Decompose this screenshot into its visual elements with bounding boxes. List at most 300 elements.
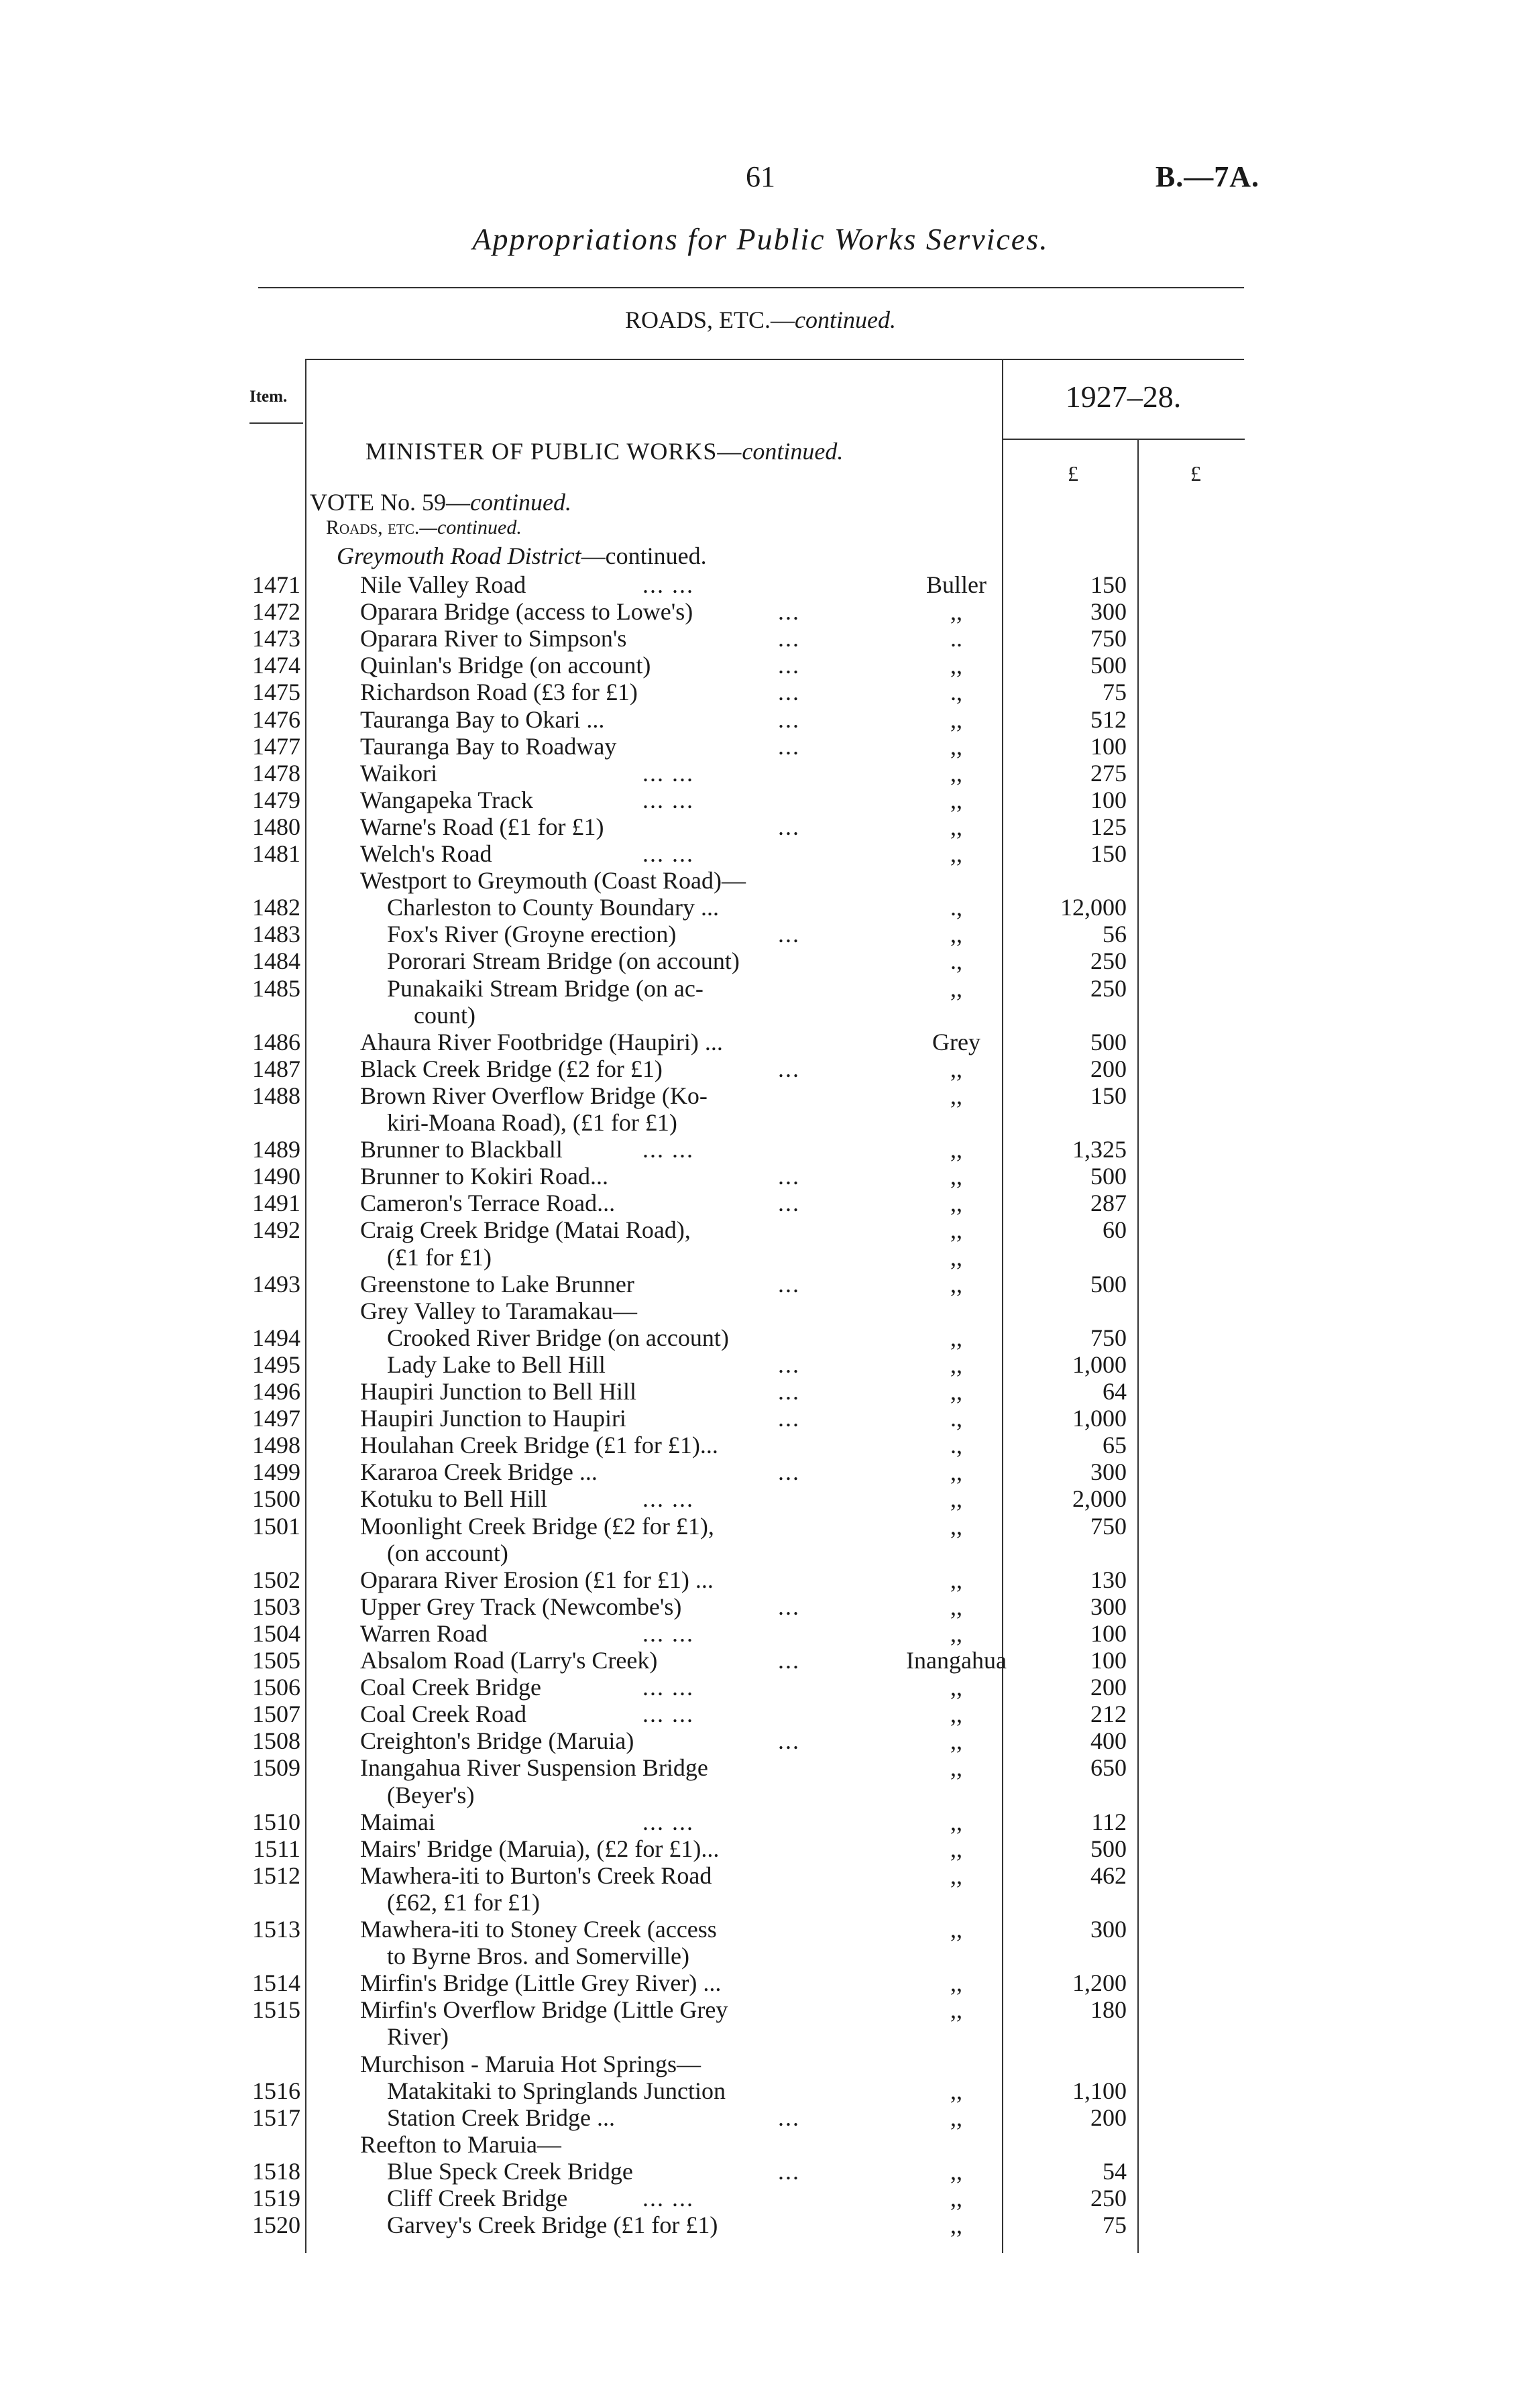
- table-row: [0, 1002, 1521, 1029]
- item-number: 1482: [252, 894, 300, 921]
- electoral-district: ..: [950, 625, 962, 652]
- item-description: Murchison - Maruia Hot Springs—: [360, 2051, 701, 2077]
- table-row: [0, 1163, 1521, 1190]
- amount: 100: [1090, 787, 1127, 813]
- electoral-district: ,,: [950, 2185, 962, 2212]
- item-number: 1515: [252, 1996, 300, 2023]
- document-reference: B.—7A.: [1155, 160, 1259, 193]
- table-row: [0, 733, 1521, 760]
- amount: 150: [1090, 571, 1127, 598]
- amount: 12,000: [1060, 894, 1127, 921]
- amount: 400: [1090, 1727, 1127, 1754]
- amount: 300: [1090, 1916, 1127, 1943]
- item-number: 1511: [253, 1835, 300, 1862]
- electoral-district: ,,: [950, 598, 962, 625]
- item-description: Brown River Overflow Bridge (Ko-: [360, 1082, 708, 1109]
- table-row: [0, 1916, 1521, 1943]
- amount: 750: [1090, 1324, 1127, 1351]
- item-description: Mirfin's Bridge (Little Grey River) ...: [360, 1969, 722, 1996]
- leader-dots: ...: [778, 1647, 800, 1674]
- table-row: [0, 1674, 1521, 1701]
- table-row: [0, 1701, 1521, 1727]
- item-description: Coal Creek Bridge: [360, 1674, 541, 1701]
- leader-dots: ...: [778, 1405, 800, 1432]
- title-rule: [258, 287, 1244, 288]
- table-row: [0, 571, 1521, 598]
- table-row: [0, 2023, 1521, 2050]
- item-description: Greenstone to Lake Brunner: [360, 1271, 634, 1298]
- item-number: 1516: [252, 2077, 300, 2104]
- table-row: [0, 1889, 1521, 1916]
- district-label: Greymouth Road District: [337, 542, 581, 569]
- electoral-district: ,,: [950, 1082, 962, 1109]
- table-row: [0, 1055, 1521, 1082]
- item-number: 1484: [252, 948, 300, 974]
- table-row: [0, 1969, 1521, 1996]
- item-description: Warne's Road (£1 for £1): [360, 813, 604, 840]
- electoral-district: ,,: [950, 1163, 962, 1190]
- item-number: 1508: [252, 1727, 300, 1754]
- subtitle-continued: continued.: [795, 306, 896, 333]
- table-row: [0, 2077, 1521, 2104]
- electoral-district: ,,: [950, 1244, 962, 1271]
- table-row: [0, 1405, 1521, 1432]
- amount: 200: [1090, 1055, 1127, 1082]
- amount: 60: [1103, 1216, 1127, 1243]
- electoral-district: Inangahua: [906, 1647, 1007, 1674]
- leader-dots: ... ...: [642, 1136, 694, 1163]
- roads-label: Roads, etc.: [326, 516, 420, 538]
- amount: 75: [1103, 2212, 1127, 2238]
- table-row: [0, 1996, 1521, 2023]
- amount: 750: [1090, 625, 1127, 652]
- item-number: 1483: [252, 921, 300, 948]
- leader-dots: ...: [778, 1055, 800, 1082]
- electoral-district: ,,: [950, 1996, 962, 2023]
- amount: 65: [1103, 1432, 1127, 1458]
- item-description: (on account): [387, 1540, 508, 1566]
- table-row: [0, 598, 1521, 625]
- electoral-district: .,: [950, 894, 962, 921]
- electoral-district: ,,: [950, 1485, 962, 1512]
- amount: 2,000: [1072, 1485, 1127, 1512]
- electoral-district: ,,: [950, 2212, 962, 2238]
- item-description: Mairs' Bridge (Maruia), (£2 for £1)...: [360, 1835, 720, 1862]
- item-number: 1480: [252, 813, 300, 840]
- table-row: [0, 948, 1521, 974]
- electoral-district: ,,: [950, 840, 962, 867]
- item-number: 1496: [252, 1378, 300, 1405]
- leader-dots: ... ...: [642, 840, 694, 867]
- amount: 1,000: [1072, 1405, 1127, 1432]
- electoral-district: ,,: [950, 1862, 962, 1889]
- item-number: 1499: [252, 1458, 300, 1485]
- item-description: Nile Valley Road: [360, 571, 526, 598]
- leader-dots: ...: [778, 2104, 800, 2131]
- leader-dots: ... ...: [642, 760, 694, 787]
- leader-dots: ... ...: [642, 1620, 694, 1647]
- item-description: kiri-Moana Road), (£1 for £1): [387, 1109, 677, 1136]
- item-description: Coal Creek Road: [360, 1701, 526, 1727]
- electoral-district: ,,: [950, 1458, 962, 1485]
- item-description: Matakitaki to Springlands Junction: [387, 2077, 726, 2104]
- item-number: 1473: [252, 625, 300, 652]
- leader-dots: ... ...: [642, 1809, 694, 1835]
- amount: 275: [1090, 760, 1127, 787]
- roads-heading: [326, 516, 522, 539]
- table-row: [0, 652, 1521, 679]
- table-row: [0, 2131, 1521, 2158]
- electoral-district: ,,: [950, 1701, 962, 1727]
- amount: 300: [1090, 1458, 1127, 1485]
- item-description: Houlahan Creek Bridge (£1 for £1)...: [360, 1432, 718, 1458]
- item-description: Cliff Creek Bridge: [387, 2185, 568, 2212]
- year-column-header: 1927–28.: [1065, 380, 1182, 414]
- table-row: [0, 2051, 1521, 2077]
- item-description: Quinlan's Bridge (on account): [360, 652, 651, 679]
- item-number: 1502: [252, 1566, 300, 1593]
- item-number: 1501: [252, 1513, 300, 1540]
- item-description: Westport to Greymouth (Coast Road)—: [360, 867, 746, 894]
- item-number: 1485: [252, 975, 300, 1002]
- electoral-district: ,,: [950, 1969, 962, 1996]
- item-description: Punakaiki Stream Bridge (on ac-: [387, 975, 703, 1002]
- amount: 250: [1090, 948, 1127, 974]
- electoral-district: ,,: [950, 975, 962, 1002]
- leader-dots: ...: [778, 625, 800, 652]
- item-description: Crooked River Bridge (on account): [387, 1324, 729, 1351]
- electoral-district: .,: [950, 1405, 962, 1432]
- leader-dots: ... ...: [642, 2185, 694, 2212]
- vote-continued: continued.: [469, 489, 571, 516]
- item-number: 1478: [252, 760, 300, 787]
- leader-dots: ...: [778, 1458, 800, 1485]
- leader-dots: ...: [778, 679, 800, 705]
- item-number: 1492: [252, 1216, 300, 1243]
- item-number: 1475: [252, 679, 300, 705]
- leader-dots: ... ...: [642, 1701, 694, 1727]
- item-description: Oparara River to Simpson's: [360, 625, 627, 652]
- amount: 1,200: [1072, 1969, 1127, 1996]
- leader-dots: ... ...: [642, 571, 694, 598]
- table-row: [0, 975, 1521, 1002]
- leader-dots: ...: [778, 706, 800, 733]
- table-row: [0, 1082, 1521, 1109]
- item-description: River): [387, 2023, 449, 2050]
- item-description: Fox's River (Groyne erection): [387, 921, 677, 948]
- table-row: [0, 1835, 1521, 1862]
- item-number: 1503: [252, 1593, 300, 1620]
- table-row: [0, 1190, 1521, 1216]
- item-description: Welch's Road: [360, 840, 492, 867]
- electoral-district: ,,: [950, 1835, 962, 1862]
- electoral-district: Buller: [926, 571, 987, 598]
- item-description: Haupiri Junction to Haupiri: [360, 1405, 626, 1432]
- item-description: (£62, £1 for £1): [387, 1889, 540, 1916]
- leader-dots: ...: [778, 1163, 800, 1190]
- table-row: [0, 2185, 1521, 2212]
- item-number: 1488: [252, 1082, 300, 1109]
- section-subtitle: [0, 306, 1521, 334]
- amount: 287: [1090, 1190, 1127, 1216]
- item-description: Moonlight Creek Bridge (£2 for £1),: [360, 1513, 714, 1540]
- item-number: 1493: [252, 1271, 300, 1298]
- amount: 500: [1090, 1835, 1127, 1862]
- amount: 650: [1090, 1754, 1127, 1781]
- amount: 100: [1090, 733, 1127, 760]
- pound-sign-header-2: £: [1190, 461, 1201, 485]
- amount: 75: [1103, 679, 1127, 705]
- amount: 500: [1090, 1029, 1127, 1055]
- leader-dots: ...: [778, 1593, 800, 1620]
- table-row: [0, 2212, 1521, 2238]
- item-description: Blue Speck Creek Bridge: [387, 2158, 633, 2185]
- table-row: [0, 1271, 1521, 1298]
- table-row: [0, 1513, 1521, 1540]
- leader-dots: ...: [778, 1190, 800, 1216]
- table-row: [0, 1647, 1521, 1674]
- item-number: 1489: [252, 1136, 300, 1163]
- item-description: Charleston to County Boundary ...: [387, 894, 719, 921]
- item-number: 1505: [252, 1647, 300, 1674]
- leader-dots: ...: [778, 652, 800, 679]
- table-row: [0, 840, 1521, 867]
- item-description: Mawhera-iti to Burton's Creek Road: [360, 1862, 712, 1889]
- item-number: 1486: [252, 1029, 300, 1055]
- item-number: 1476: [252, 706, 300, 733]
- district-heading: [337, 542, 707, 570]
- vote-heading: [310, 488, 571, 516]
- electoral-district: .,: [950, 948, 962, 974]
- amount: 56: [1103, 921, 1127, 948]
- leader-dots: ... ...: [642, 787, 694, 813]
- pound-sign-header-1: £: [1068, 461, 1078, 485]
- item-description: Garvey's Creek Bridge (£1 for £1): [387, 2212, 718, 2238]
- item-number: 1487: [252, 1055, 300, 1082]
- item-number: 1504: [252, 1620, 300, 1647]
- item-description: Waikori: [360, 760, 438, 787]
- item-number: 1471: [252, 571, 300, 598]
- amount: 500: [1090, 652, 1127, 679]
- amount: 1,000: [1072, 1351, 1127, 1378]
- item-description: Maimai: [360, 1809, 435, 1835]
- table-row: [0, 1727, 1521, 1754]
- amount: 200: [1090, 1674, 1127, 1701]
- table-row: [0, 1862, 1521, 1889]
- table-row: [0, 1809, 1521, 1835]
- item-description: Black Creek Bridge (£2 for £1): [360, 1055, 663, 1082]
- item-description: Richardson Road (£3 for £1): [360, 679, 638, 705]
- electoral-district: .,: [950, 679, 962, 705]
- electoral-district: ,,: [950, 1809, 962, 1835]
- electoral-district: ,,: [950, 1136, 962, 1163]
- item-description: Wangapeka Track: [360, 787, 534, 813]
- table-row: [0, 1216, 1521, 1243]
- item-description: Warren Road: [360, 1620, 488, 1647]
- table-top-rule: [305, 359, 1244, 360]
- item-description: Craig Creek Bridge (Matai Road),: [360, 1216, 691, 1243]
- leader-dots: ...: [778, 1727, 800, 1754]
- table-row: [0, 706, 1521, 733]
- roads-continued: —continued.: [419, 516, 522, 538]
- electoral-district: ,,: [950, 733, 962, 760]
- amount: 200: [1090, 2104, 1127, 2131]
- table-row: [0, 2158, 1521, 2185]
- item-description: to Byrne Bros. and Somerville): [387, 1943, 689, 1969]
- item-number: 1490: [252, 1163, 300, 1190]
- item-number: 1510: [252, 1809, 300, 1835]
- electoral-district: ,,: [950, 1513, 962, 1540]
- electoral-district: ,,: [950, 1727, 962, 1754]
- table-row: [0, 1943, 1521, 1969]
- item-number: 1518: [252, 2158, 300, 2185]
- item-description: Cameron's Terrace Road...: [360, 1190, 616, 1216]
- table-row: [0, 1432, 1521, 1458]
- year-header-rule: [1002, 439, 1245, 440]
- electoral-district: ,,: [950, 1378, 962, 1405]
- item-description: Brunner to Kokiri Road...: [360, 1163, 608, 1190]
- electoral-district: ,,: [950, 706, 962, 733]
- amount: 1,325: [1072, 1136, 1127, 1163]
- amount: 125: [1090, 813, 1127, 840]
- electoral-district: ,,: [950, 813, 962, 840]
- item-description: Oparara Bridge (access to Lowe's): [360, 598, 693, 625]
- item-number: 1479: [252, 787, 300, 813]
- electoral-district: ,,: [950, 787, 962, 813]
- item-description: (Beyer's): [387, 1782, 475, 1809]
- leader-dots: ... ...: [642, 1674, 694, 1701]
- leader-dots: ...: [778, 733, 800, 760]
- item-description: Grey Valley to Taramakau—: [360, 1298, 638, 1324]
- item-column-header: Item.: [249, 388, 288, 406]
- leader-dots: ... ...: [642, 1485, 694, 1512]
- amount: 250: [1090, 975, 1127, 1002]
- item-number: 1506: [252, 1674, 300, 1701]
- item-description: Tauranga Bay to Okari ...: [360, 706, 605, 733]
- electoral-district: ,,: [950, 1271, 962, 1298]
- table-row: [0, 1458, 1521, 1485]
- amount: 512: [1090, 706, 1127, 733]
- table-row: [0, 1298, 1521, 1324]
- electoral-district: ,,: [950, 1916, 962, 1943]
- item-description: Reefton to Maruia—: [360, 2131, 561, 2158]
- item-description: Brunner to Blackball: [360, 1136, 563, 1163]
- electoral-district: ,,: [950, 1190, 962, 1216]
- item-description: Upper Grey Track (Newcombe's): [360, 1593, 682, 1620]
- table-row: [0, 1566, 1521, 1593]
- amount: 54: [1103, 2158, 1127, 2185]
- table-row: [0, 1782, 1521, 1809]
- electoral-district: ,,: [950, 1055, 962, 1082]
- item-number: 1520: [252, 2212, 300, 2238]
- amount: 100: [1090, 1647, 1127, 1674]
- table-row: [0, 625, 1521, 652]
- item-number: 1477: [252, 733, 300, 760]
- item-number: 1497: [252, 1405, 300, 1432]
- district-continued: —continued.: [581, 542, 707, 569]
- item-number: 1512: [252, 1862, 300, 1889]
- subtitle-main: ROADS, ETC.—: [625, 306, 795, 333]
- item-description: Mirfin's Overflow Bridge (Little Grey: [360, 1996, 728, 2023]
- item-number: 1519: [252, 2185, 300, 2212]
- table-row: [0, 1109, 1521, 1136]
- amount: 1,100: [1072, 2077, 1127, 2104]
- amount: 300: [1090, 1593, 1127, 1620]
- table-row: [0, 867, 1521, 894]
- item-description: count): [414, 1002, 475, 1029]
- item-description: Mawhera-iti to Stoney Creek (access: [360, 1916, 717, 1943]
- electoral-district: ,,: [950, 1324, 962, 1351]
- item-number: 1513: [252, 1916, 300, 1943]
- electoral-district: ,,: [950, 921, 962, 948]
- table-row: [0, 1136, 1521, 1163]
- minister-heading: [365, 437, 843, 465]
- minister-continued: continued.: [742, 438, 844, 465]
- item-number: 1481: [252, 840, 300, 867]
- item-number: 1500: [252, 1485, 300, 1512]
- table-row: [0, 1485, 1521, 1512]
- table-row: [0, 894, 1521, 921]
- electoral-district: ,,: [950, 1620, 962, 1647]
- leader-dots: ...: [778, 1351, 800, 1378]
- item-description: Pororari Stream Bridge (on account): [387, 948, 740, 974]
- amount: 112: [1091, 1809, 1127, 1835]
- electoral-district: ,,: [950, 760, 962, 787]
- leader-dots: ...: [778, 921, 800, 948]
- leader-dots: ...: [778, 813, 800, 840]
- item-description: Absalom Road (Larry's Creek): [360, 1647, 658, 1674]
- item-description: Haupiri Junction to Bell Hill: [360, 1378, 636, 1405]
- minister-label: MINISTER OF PUBLIC WORKS—: [365, 438, 742, 465]
- amount: 150: [1090, 1082, 1127, 1109]
- table-row: [0, 813, 1521, 840]
- electoral-district: ,,: [950, 1351, 962, 1378]
- table-row: [0, 760, 1521, 787]
- table-row: [0, 1029, 1521, 1055]
- item-description: Ahaura River Footbridge (Haupiri) ...: [360, 1029, 723, 1055]
- page-title: Appropriations for Public Works Services.: [472, 222, 1049, 256]
- amount: 750: [1090, 1513, 1127, 1540]
- amount: 500: [1090, 1271, 1127, 1298]
- table-row: [0, 1620, 1521, 1647]
- table-row: [0, 921, 1521, 948]
- table-row: [0, 1593, 1521, 1620]
- table-row: [0, 1244, 1521, 1271]
- item-description: Kararoa Creek Bridge ...: [360, 1458, 598, 1485]
- amount: 212: [1090, 1701, 1127, 1727]
- amount: 180: [1090, 1996, 1127, 2023]
- table-row: [0, 1378, 1521, 1405]
- leader-dots: ...: [778, 1378, 800, 1405]
- item-number: 1498: [252, 1432, 300, 1458]
- electoral-district: ,,: [950, 2077, 962, 2104]
- electoral-district: ,,: [950, 1566, 962, 1593]
- item-number: 1491: [252, 1190, 300, 1216]
- electoral-district: ,,: [950, 1216, 962, 1243]
- leader-dots: ...: [778, 1271, 800, 1298]
- item-description: Inangahua River Suspension Bridge: [360, 1754, 708, 1781]
- table-row: [0, 1324, 1521, 1351]
- amount: 100: [1090, 1620, 1127, 1647]
- item-description: Oparara River Erosion (£1 for £1) ...: [360, 1566, 714, 1593]
- page-number: 61: [746, 160, 775, 193]
- item-number: 1509: [252, 1754, 300, 1781]
- leader-dots: ...: [778, 598, 800, 625]
- item-description: (£1 for £1): [387, 1244, 492, 1271]
- amount: 150: [1090, 840, 1127, 867]
- item-number: 1472: [252, 598, 300, 625]
- table-row: [0, 1754, 1521, 1781]
